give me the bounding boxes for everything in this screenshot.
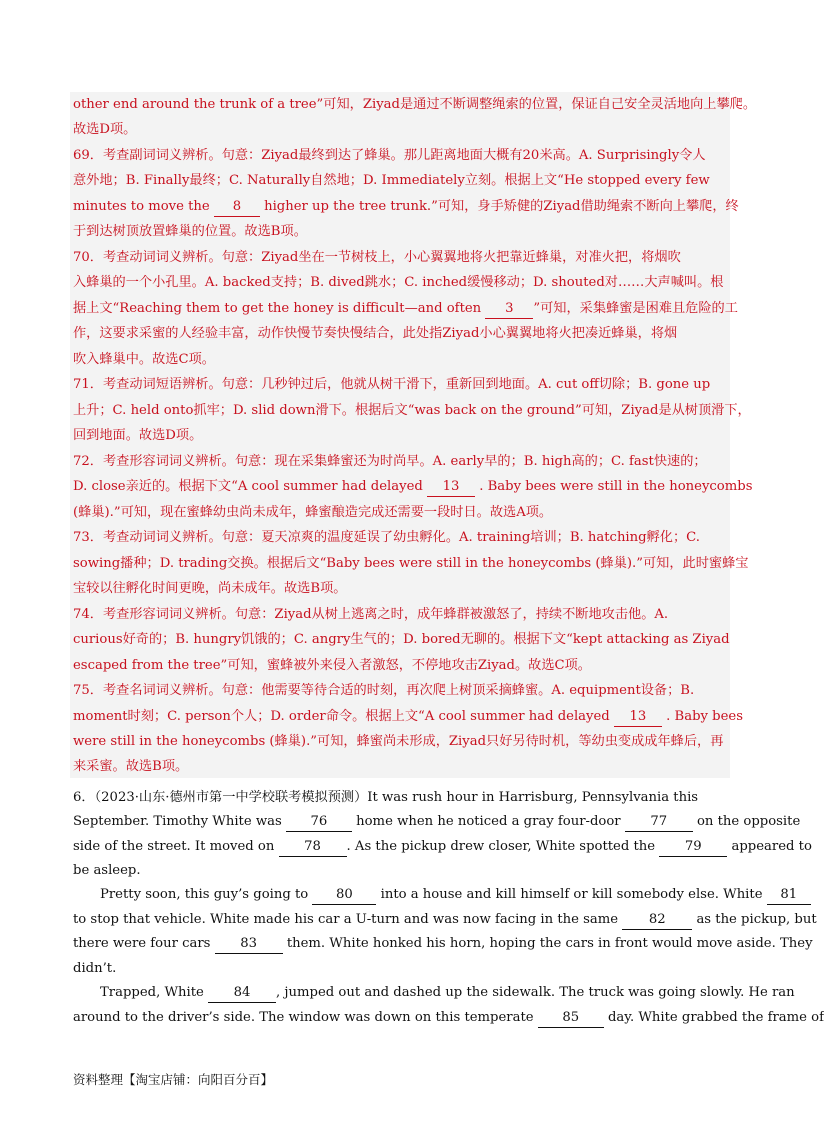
text-segment: appeared to xyxy=(727,839,812,854)
cloze-blank: 83 xyxy=(215,935,283,954)
page-footer: 资料整理【淘宝店铺：向阳百分百】 xyxy=(73,1072,274,1087)
answer-line: 72．考查形容词词义辨析。句意：现在采集蜂蜜还为时尚早。A. early早的；B. high高的；C. fast快速的； xyxy=(73,454,707,469)
text-segment: 6．（2023·山东·德州市第一中学校联考模拟预测）It was rush hour in Harrisburg, Pennsylvania this xyxy=(73,790,699,805)
text-segment: didn’t. xyxy=(73,961,117,976)
answer-line: 来采蜜。故选B项。 xyxy=(73,759,189,774)
cloze-blank: 81 xyxy=(767,886,811,905)
passage-line xyxy=(100,980,795,1005)
answer-line: 74．考查形容词词义辨析。句意：Ziyad从树上逃离之时，成年蜂群被激怒了，持续不断地攻击他。A. xyxy=(73,607,669,622)
answer-line: 70．考查动词词义辨析。句意：Ziyad坐在一节树枝上，小心翼翼地将火把靠近蜂巢，对准火把，将烟吹 xyxy=(73,250,681,265)
cloze-blank: 79 xyxy=(659,838,727,857)
passage-line xyxy=(73,809,800,834)
text-segment: on the opposite xyxy=(692,814,801,829)
text-segment: as the pickup, but xyxy=(692,912,817,927)
text-segment: minutes to move the xyxy=(73,199,214,214)
passage-line xyxy=(73,785,698,810)
answer-line xyxy=(73,194,739,219)
answer-line: (蜂巢).”可知，现在蜜蜂幼虫尚未成年，蜂蜜酿造完成还需要一段时日。故选A项。 xyxy=(73,505,553,520)
answer-line xyxy=(73,474,752,499)
text-segment: be asleep. xyxy=(73,863,141,878)
text-segment: Pretty soon, this guy’s going to xyxy=(100,887,313,902)
text-segment: . As the pickup drew closer, White spotted the xyxy=(346,839,660,854)
text-segment: day. White grabbed the frame of xyxy=(603,1010,824,1025)
answer-line: 宝较以往孵化时间更晚，尚未成年。故选B项。 xyxy=(73,581,347,596)
text-segment: side of the street. It moved on xyxy=(73,839,279,854)
answer-line xyxy=(73,296,738,321)
answer-line: 回到地面。故选D项。 xyxy=(73,428,203,443)
answer-line: 73．考查动词词义辨析。句意：夏天凉爽的温度延误了幼虫孵化。A. training培训；B. hatching孵化；C. xyxy=(73,530,700,545)
passage-line xyxy=(73,956,116,981)
passage-line xyxy=(73,834,812,859)
blank-reference: 13 xyxy=(427,478,475,497)
answer-line: 意外地；B. Finally最终；C. Naturally自然地；D. Immediately立刻。根据上文“He stopped every few xyxy=(73,173,710,188)
text-segment: to stop that vehicle. White made his car a U-turn and was now facing in the same xyxy=(73,912,623,927)
blank-reference: 8 xyxy=(214,198,260,217)
answer-line: 69．考查副词词义辨析。句意：Ziyad最终到达了蜂巢。那儿距离地面大概有20米高。A. Surprisingly令人 xyxy=(73,148,706,163)
cloze-blank: 84 xyxy=(208,984,276,1003)
answer-line: 作，这要求采蜜的人经验丰富，动作快慢节奏快慢结合，此处指Ziyad小心翼翼地将火把凑近蜂巢，将烟 xyxy=(73,326,678,341)
text-segment: . Baby bees xyxy=(661,709,743,724)
text-segment: 据上文“Reaching them to get the honey is difficult—and often xyxy=(73,301,486,316)
passage-line xyxy=(73,907,817,932)
answer-line: curious好奇的；B. hungry饥饿的；C. angry生气的；D. bored无聊的。根据下文“kept attacking as Ziyad xyxy=(73,632,730,647)
text-segment: moment时刻；C. person个人；D. order命令。根据上文“A cool summer had delayed xyxy=(73,709,614,724)
passage-line xyxy=(100,882,811,907)
answer-explanations xyxy=(70,92,757,778)
cloze-blank: 80 xyxy=(312,886,376,905)
answer-line: 入蜂巢的一个小孔里。A. backed支持；B. dived跳水；C. inched缓慢移动；D. shouted对……大声喊叫。根 xyxy=(73,275,724,290)
cloze-blank: 76 xyxy=(286,813,352,832)
text-segment: there were four cars xyxy=(73,936,215,951)
answer-line xyxy=(73,704,743,729)
passage-line xyxy=(73,1005,824,1030)
answer-line: 吹入蜂巢中。故选C项。 xyxy=(73,352,215,367)
blank-reference: 13 xyxy=(614,708,662,727)
text-segment: D. close亲近的。根据下文“A cool summer had delayed xyxy=(73,479,428,494)
blank-reference: 3 xyxy=(485,300,533,319)
text-segment: . Baby bees were still in the honeycombs xyxy=(475,479,753,494)
cloze-blank: 77 xyxy=(625,813,693,832)
answer-line: escaped from the tree”可知，蜜蜂被外来侵入者激怒，不停地攻击Ziyad。故选C项。 xyxy=(73,658,591,673)
text-segment: home when he noticed a gray four-door xyxy=(351,814,625,829)
cloze-blank: 78 xyxy=(279,838,347,857)
text-segment: into a house and kill himself or kill somebody else. White xyxy=(376,887,767,902)
answer-line: 故选D项。 xyxy=(73,122,137,137)
answer-line: 于到达树顶放置蜂巢的位置。故选B项。 xyxy=(73,224,307,239)
cloze-blank: 85 xyxy=(538,1009,604,1028)
passage-line xyxy=(73,858,141,883)
answer-line: sowing播种；D. trading交换。根据后文“Baby bees were still in the honeycombs (蜂巢).”可知，此时蜜蜂宝 xyxy=(73,556,749,571)
text-segment: , jumped out and dashed up the sidewalk. The truck was going slowly. He ran xyxy=(276,985,795,1000)
passage-line xyxy=(73,931,813,956)
answer-line: 71．考查动词短语辨析。句意：几秒钟过后，他就从树干滑下，重新回到地面。A. cut off切除；B. gone up xyxy=(73,377,711,392)
answer-line: 75．考查名词词义辨析。句意：他需要等待合适的时刻，再次爬上树顶采摘蜂蜜。A. equipment设备；B. xyxy=(73,683,695,698)
text-segment: September. Timothy White was xyxy=(73,814,286,829)
text-segment: them. White honked his horn, hoping the cars in front would move aside. They xyxy=(282,936,813,951)
text-segment: ”可知，采集蜂蜜是困难且危险的工 xyxy=(533,301,738,316)
answer-line: other end around the trunk of a tree”可知，Ziyad是通过不断调整绳索的位置，保证自己安全灵活地向上攀爬。 xyxy=(73,97,757,112)
text-segment: higher up the tree trunk.”可知，身手矫健的Ziyad借助绳索不断向上攀爬，终 xyxy=(259,199,739,214)
text-segment: around to the driver’s side. The window was down on this temperate xyxy=(73,1010,538,1025)
answer-line: were still in the honeycombs (蜂巢).”可知，蜂蜜尚未形成，Ziyad只好另待时机，等幼虫变成成年蜂后，再 xyxy=(73,734,724,749)
answer-line: 上升；C. held onto抓牢；D. slid down滑下。根据后文“was back on the ground”可知，Ziyad是从树顶滑下， xyxy=(73,403,751,418)
cloze-blank: 82 xyxy=(622,911,692,930)
text-segment: Trapped, White xyxy=(100,985,209,1000)
